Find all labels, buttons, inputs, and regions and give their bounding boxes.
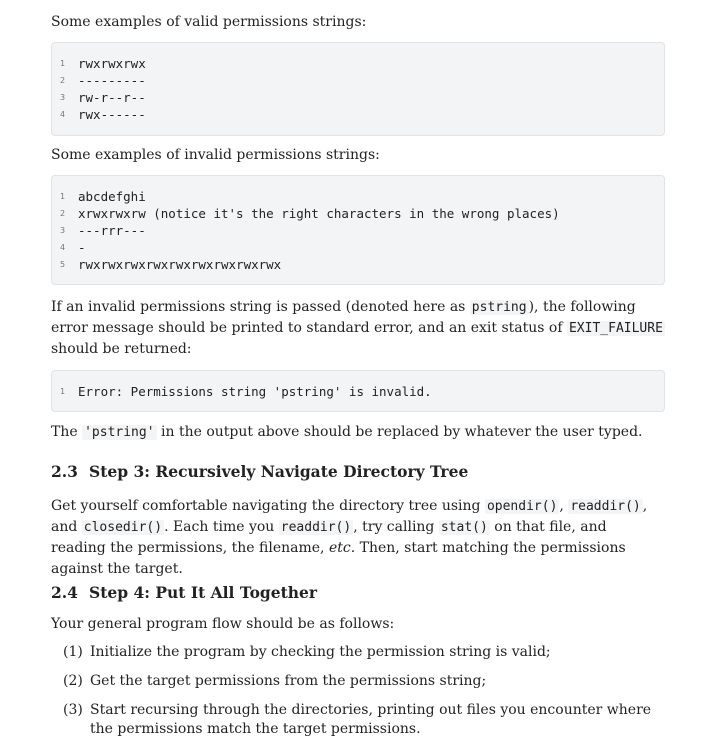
code-line (60, 205, 656, 222)
text: . Each time you (164, 519, 279, 535)
code-line (60, 383, 656, 400)
code-text: xrwxrwxrw (notice it's the right characters in the wrong places) (78, 206, 560, 221)
text: If an invalid permissions string is passed (denoted here as (51, 299, 470, 315)
section-number: 2.4 (51, 583, 78, 602)
invalid-string-paragraph (51, 297, 665, 360)
code-line (60, 222, 656, 239)
code-text: - (78, 240, 86, 255)
valid-code-block (51, 42, 665, 136)
line-number: 3 (60, 93, 66, 102)
error-code-block (51, 370, 665, 412)
line-number: 1 (60, 387, 66, 396)
code-text: rw-r--r-- (78, 90, 146, 105)
navigate-paragraph (51, 496, 665, 580)
section-number: 2.3 (51, 462, 78, 481)
list-number: (2) (63, 673, 83, 689)
code-text: --------- (78, 73, 146, 88)
inline-code: readdir() (570, 499, 641, 514)
line-number: 3 (60, 226, 66, 235)
text: Then, start matching the permissions against the target. (51, 540, 626, 577)
text: , (559, 498, 569, 514)
line-number: 1 (60, 192, 66, 201)
replace-paragraph (51, 422, 665, 443)
code-text: rwx------ (78, 107, 146, 122)
text: ), the following error message should be printed to standard error, and an exit status of (51, 299, 636, 336)
line-number: 4 (60, 110, 66, 119)
code-text: rwxrwxrwxrwxrwxrwxrwxrwxrwx (78, 257, 282, 272)
list-number: (3) (63, 702, 83, 718)
list-text: Initialize the program by checking the permission string is valid; (90, 644, 551, 660)
section-heading-2-3 (51, 462, 468, 481)
text: , try calling (353, 519, 439, 535)
code-text: abcdefghi (78, 189, 146, 204)
line-number: 4 (60, 243, 66, 252)
section-heading-2-4 (51, 583, 317, 602)
flow-list (51, 643, 665, 739)
section-title: Step 3: Recursively Navigate Directory Tree (89, 462, 469, 481)
code-line (60, 188, 656, 205)
list-number: (1) (63, 644, 83, 660)
code-text: rwxrwxrwx (78, 56, 146, 71)
line-number: 2 (60, 209, 66, 218)
list-item (63, 701, 665, 739)
code-text: ---rrr--- (78, 223, 146, 238)
inline-code: readdir() (280, 520, 352, 535)
text: , and (51, 498, 648, 535)
inline-code: closedir() (83, 520, 163, 535)
code-line (60, 55, 656, 72)
inline-code: pstring (471, 300, 527, 315)
text: in the output above should be replaced by whatever the user typed. (156, 424, 643, 440)
list-text: Get the target permissions from the permissions string; (90, 673, 487, 689)
inline-code: EXIT_FAILURE (568, 321, 663, 336)
valid-intro: Some examples of valid permissions strings: (51, 14, 367, 30)
text: The (51, 424, 83, 440)
code-line (60, 256, 656, 273)
code-line (60, 106, 656, 123)
inline-code: stat() (440, 520, 488, 535)
code-line (60, 72, 656, 89)
code-line (60, 239, 656, 256)
code-text: Error: Permissions string 'pstring' is invalid. (78, 384, 432, 399)
list-item (63, 643, 665, 662)
flow-intro: Your general program flow should be as follows: (51, 616, 395, 632)
text: Get yourself comfortable navigating the directory tree using (51, 498, 485, 514)
line-number: 2 (60, 76, 66, 85)
inline-code: 'pstring' (84, 425, 155, 440)
italic-text: etc. (328, 540, 356, 556)
line-number: 1 (60, 59, 66, 68)
line-number: 5 (60, 260, 66, 269)
section-title: Step 4: Put It All Together (89, 583, 318, 602)
inline-code: opendir() (486, 499, 558, 514)
code-line (60, 89, 656, 106)
invalid-intro: Some examples of invalid permissions strings: (51, 147, 380, 163)
invalid-code-block (51, 175, 665, 285)
text: should be returned: (51, 341, 192, 357)
text: on that file, and reading the permissions, the filename, (51, 519, 607, 556)
list-item (63, 672, 665, 691)
list-text: Start recursing through the directories, printing out files you encounter where the permissions match the target permissions. (90, 702, 652, 737)
